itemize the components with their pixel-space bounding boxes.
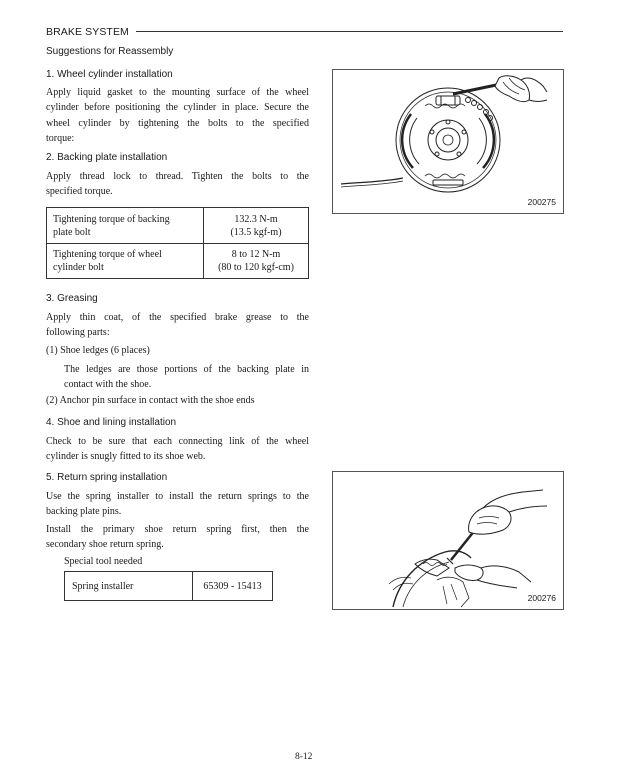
text-line: Apply thread lock to thread. Tighten the bolts to the xyxy=(46,171,309,182)
text-line: The ledges are those portions of the backing plate in xyxy=(64,364,309,375)
table-cell-value xyxy=(204,208,309,244)
text-line: following parts: xyxy=(46,327,110,339)
section-3-title: 3. Greasing xyxy=(46,293,98,304)
table-cell-label xyxy=(47,208,204,244)
text-line: contact with the shoe. xyxy=(64,379,152,391)
value-line: 132.3 N-m xyxy=(234,213,278,225)
text-line: wheel cylinder by tightening the bolts to the specified xyxy=(46,117,309,129)
section-4-text xyxy=(46,434,309,465)
text-line: Apply liquid gasket to the mounting surface of the wheel xyxy=(46,87,309,98)
section-header-title: BRAKE SYSTEM xyxy=(46,26,129,38)
figure-2-number: 200276 xyxy=(527,593,556,603)
section-1-text xyxy=(46,85,309,146)
text-line: Check to be sure that each connecting link of the wheel xyxy=(46,436,309,447)
page-number: 8-12 xyxy=(295,752,313,762)
text-line: specified torque. xyxy=(46,186,113,198)
section-2-title: 2. Backing plate installation xyxy=(46,152,168,163)
table-cell-label xyxy=(47,244,204,279)
special-tool-heading: Special tool needed xyxy=(64,556,143,567)
text-line: cylinder before positioning the cylinder in place. Secure the xyxy=(46,102,309,114)
value-line: (13.5 kgf-m) xyxy=(230,226,282,238)
table-cell-value xyxy=(204,244,309,279)
tool-part-number-cell: 65309 - 15413 xyxy=(193,572,273,601)
text-line: Apply thin coat, of the specified brake grease to the xyxy=(46,312,309,323)
table-row xyxy=(47,208,309,244)
value-line: (80 to 120 kgf-cm) xyxy=(218,262,294,273)
section-1-title: 1. Wheel cylinder installation xyxy=(46,69,173,80)
grease-item-2: (2) Anchor pin surface in contact with the shoe ends xyxy=(46,395,255,406)
text-line: backing plate pins. xyxy=(46,506,122,518)
grease-item-1-note xyxy=(64,362,309,393)
section-5-text-a xyxy=(46,489,309,520)
section-2-text xyxy=(46,169,309,200)
text-line: secondary shoe return spring. xyxy=(46,539,164,551)
label-line: plate bolt xyxy=(53,226,91,238)
figure-2 xyxy=(332,471,564,610)
tool-name-cell: Spring installer xyxy=(65,572,193,601)
table-row xyxy=(47,244,309,279)
brake-backing-plate-illustration xyxy=(333,70,563,213)
page-heading: Suggestions for Reassembly xyxy=(46,46,174,57)
value-line: 8 to 12 N-m xyxy=(231,249,281,260)
section-5-title: 5. Return spring installation xyxy=(46,472,168,483)
label-line: cylinder bolt xyxy=(53,262,104,273)
grease-item-1: (1) Shoe ledges (6 places) xyxy=(46,345,150,356)
special-tool-table xyxy=(64,571,273,601)
text-line: cylinder is snugly fitted to its shoe web. xyxy=(46,451,206,463)
text-line: Install the primary shoe return spring first, then the xyxy=(46,524,309,535)
figure-1 xyxy=(332,69,564,214)
section-5-text-b xyxy=(46,522,309,553)
label-line: Tightening torque of wheel xyxy=(53,249,162,260)
torque-spec-table xyxy=(46,207,309,279)
section-3-text xyxy=(46,310,309,341)
label-line: Tightening torque of backing xyxy=(53,213,170,225)
text-line: torque: xyxy=(46,132,75,144)
header-rule xyxy=(136,31,563,32)
table-row xyxy=(65,572,273,601)
section-4-title: 4. Shoe and lining installation xyxy=(46,417,177,428)
figure-1-number: 200275 xyxy=(527,197,556,207)
spring-installer-illustration xyxy=(333,472,563,609)
text-line: Use the spring installer to install the return springs to the xyxy=(46,491,309,502)
